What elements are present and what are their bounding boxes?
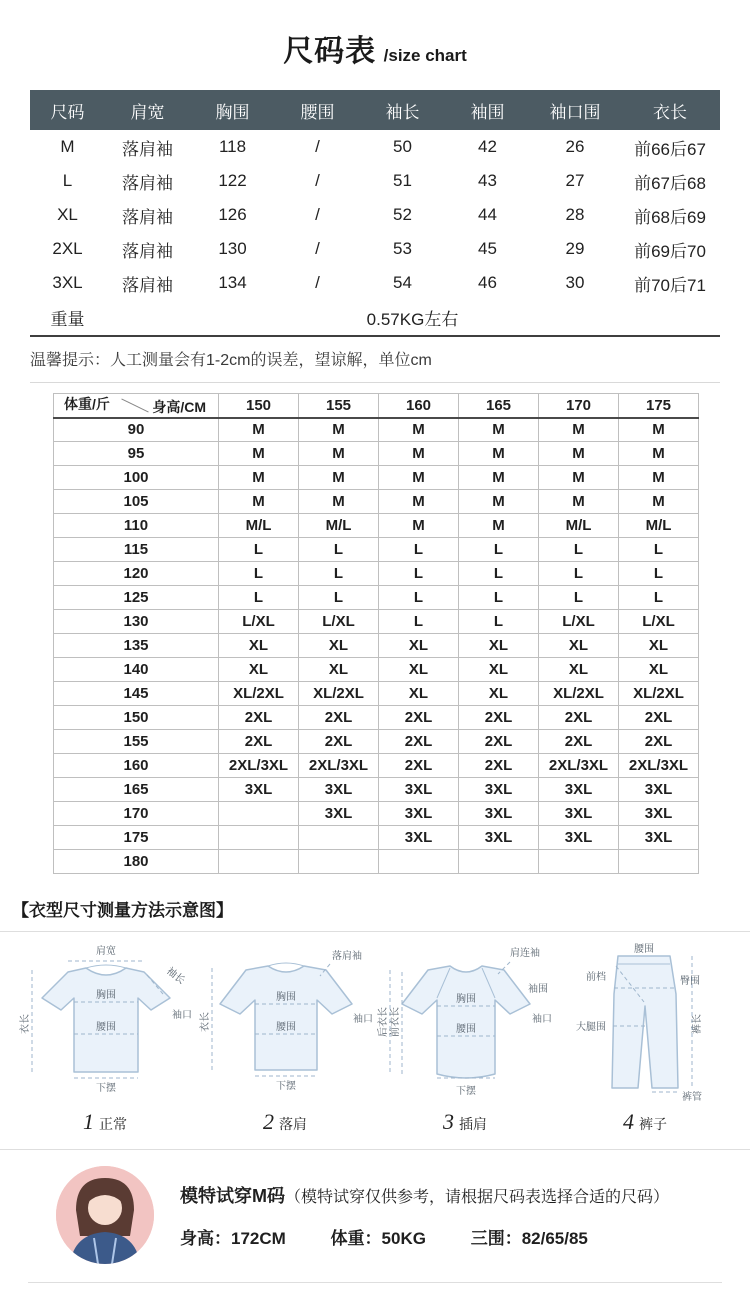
table-cell: 2XL [379, 730, 459, 754]
caption-number: 2 [263, 1109, 274, 1134]
table-cell: L/XL [539, 610, 619, 634]
drop-shoulder-illustration [196, 942, 374, 1102]
table-cell: 165 [54, 778, 219, 802]
table-row [54, 778, 699, 802]
table-cell: 3XL [619, 826, 699, 850]
table-cell: 3XL [539, 802, 619, 826]
table-cell: 2XL [379, 754, 459, 778]
table-cell: 2XL [379, 706, 459, 730]
table-row [54, 514, 699, 538]
table-cell: M [459, 442, 539, 466]
table-cell: 前70后71 [634, 275, 706, 295]
height-col-165: 165 [459, 394, 539, 418]
col-header-cuff: 袖口围 [530, 90, 620, 130]
table-row [30, 266, 720, 300]
caption-name: 裤子 [639, 1116, 667, 1132]
table-cell: M/L [299, 514, 379, 538]
caption-name: 插肩 [459, 1116, 487, 1132]
table-cell: 51 [393, 171, 412, 190]
table-cell: XL/2XL [219, 682, 299, 706]
label-sleeve-length: 袖长 [164, 965, 187, 987]
table-cell: 30 [565, 273, 585, 292]
table-cell: L [219, 586, 299, 610]
table-row [54, 682, 699, 706]
table-cell: XL [619, 634, 699, 658]
table-cell: 3XL [299, 778, 379, 802]
measurement-tip: 温馨提示：人工测量会有1-2cm的误差，望谅解，单位cm [30, 347, 720, 383]
table-cell: L [539, 562, 619, 586]
table-cell: M [299, 490, 379, 514]
table-cell: XL [379, 658, 459, 682]
label-pant-length: 裤长 [692, 1014, 703, 1034]
table-cell: 2XL/3XL [299, 754, 379, 778]
model-size-note: （模特试穿仅供参考，请根据尺码表选择合适的尺码） [285, 1188, 670, 1206]
table-cell: M [299, 466, 379, 490]
table-cell: M [379, 442, 459, 466]
table-cell: XL [219, 658, 299, 682]
table-cell: L [299, 562, 379, 586]
caption-number: 1 [83, 1109, 94, 1134]
table-cell: XL [379, 682, 459, 706]
table-cell: / [315, 273, 320, 292]
table-cell: XL [299, 658, 379, 682]
table-cell: M [379, 490, 459, 514]
table-cell: 175 [54, 826, 219, 850]
col-header-length: 衣长 [620, 90, 720, 130]
corner-header [54, 394, 219, 418]
table-row [54, 538, 699, 562]
table-cell: M [219, 442, 299, 466]
corner-diagonal-line [121, 398, 148, 412]
table-cell: M [539, 418, 619, 442]
table-cell: 46 [478, 273, 497, 292]
table-cell [299, 850, 379, 874]
table-row [54, 394, 699, 418]
caption-name: 正常 [99, 1116, 127, 1132]
table-cell: 3XL [299, 802, 379, 826]
height-col-160: 160 [379, 394, 459, 418]
table-cell: 130 [54, 610, 219, 634]
table-cell: XL [619, 658, 699, 682]
label-back-length: 后衣长 [378, 1007, 389, 1037]
table-cell: 3XL [379, 802, 459, 826]
table-cell: 125 [54, 586, 219, 610]
table-cell [299, 826, 379, 850]
table-cell: L [219, 562, 299, 586]
label-bust: 胸围 [276, 992, 296, 1003]
table-row [54, 730, 699, 754]
table-row [54, 850, 699, 874]
table-row [54, 802, 699, 826]
table-cell: L/XL [219, 610, 299, 634]
table-cell: XL [379, 634, 459, 658]
table-cell: M [219, 418, 299, 442]
table-cell: 3XL [379, 826, 459, 850]
table-cell [379, 850, 459, 874]
table-cell: XL [539, 658, 619, 682]
table-cell: 前67后68 [634, 173, 706, 193]
footer-padding [0, 1283, 750, 1299]
table-cell: M [539, 442, 619, 466]
caption-number: 4 [623, 1109, 634, 1134]
table-cell: L [539, 538, 619, 562]
table-cell: M [619, 466, 699, 490]
label-sleeve-girth: 袖围 [528, 984, 548, 995]
model-avatar-illustration [56, 1166, 154, 1264]
table-cell: 120 [54, 562, 219, 586]
label-bust: 胸围 [456, 994, 476, 1005]
table-cell: XL/2XL [619, 682, 699, 706]
table-cell: 52 [393, 205, 412, 224]
table-row [54, 826, 699, 850]
table-row [54, 586, 699, 610]
table-cell: XL [299, 634, 379, 658]
table-cell: 2XL [299, 706, 379, 730]
table-cell: 134 [218, 273, 247, 292]
table-cell: 3XL [619, 802, 699, 826]
diagram-pants [556, 942, 734, 1135]
table-cell: 43 [478, 171, 497, 190]
weight-row [30, 300, 720, 336]
table-cell: L [459, 538, 539, 562]
table-cell: 落肩袖 [122, 207, 173, 227]
diagram-normal [16, 942, 194, 1135]
table-cell: 135 [54, 634, 219, 658]
table-row [30, 198, 720, 232]
label-front-length: 前衣长 [390, 1007, 401, 1037]
table-cell: 3XL [379, 778, 459, 802]
table-cell: 2XL [539, 730, 619, 754]
table-cell: 2XL/3XL [619, 754, 699, 778]
label-hem: 下摆 [276, 1081, 296, 1092]
table-cell: / [315, 137, 320, 156]
table-cell: M [459, 514, 539, 538]
table-cell: 2XL [459, 730, 539, 754]
table-row [54, 754, 699, 778]
table-cell: 42 [478, 137, 497, 156]
table-cell: 140 [54, 658, 219, 682]
table-cell: M [219, 490, 299, 514]
table-cell: L [459, 610, 539, 634]
model-tryon-section [56, 1150, 694, 1282]
label-waist: 腰围 [634, 944, 654, 955]
model-photo [56, 1166, 154, 1264]
table-cell: XL [459, 634, 539, 658]
label-leg-opening: 裤管 [682, 1092, 702, 1102]
table-cell: L [379, 538, 459, 562]
table-cell: 150 [54, 706, 219, 730]
table-cell: 180 [54, 850, 219, 874]
label-garment-length: 衣长 [20, 1014, 31, 1034]
table-cell: 落肩袖 [122, 241, 173, 261]
label-garment-length: 衣长 [200, 1012, 211, 1032]
measure-diagrams [0, 932, 750, 1139]
label-hem: 下摆 [96, 1083, 116, 1094]
table-row [30, 164, 720, 198]
weight-value: 0.57KG左右 [366, 310, 459, 329]
label-cuff: 袖口 [532, 1014, 552, 1025]
height-col-150: 150 [219, 394, 299, 418]
table-cell: L/XL [299, 610, 379, 634]
table-cell: M [459, 418, 539, 442]
table-cell: 前69后70 [634, 241, 706, 261]
table-cell: 3XL [539, 778, 619, 802]
table-cell: / [315, 171, 320, 190]
table-cell: 122 [218, 171, 247, 190]
table-cell: L [619, 538, 699, 562]
table-cell: M [299, 442, 379, 466]
label-drop-sleeve: 落肩袖 [332, 951, 362, 962]
table-cell: M/L [219, 514, 299, 538]
model-stats [180, 1224, 694, 1249]
size-table [30, 90, 720, 337]
table-cell: XL [219, 634, 299, 658]
table-cell: XL/2XL [539, 682, 619, 706]
page-title [0, 0, 750, 90]
diagram-caption [556, 1109, 734, 1135]
table-cell: / [315, 239, 320, 258]
table-cell: 95 [54, 442, 219, 466]
measure-section-title: 【衣型尺寸测量方法示意图】 [12, 901, 233, 920]
table-cell: 28 [565, 205, 585, 224]
table-cell: 3XL [459, 778, 539, 802]
table-cell [539, 850, 619, 874]
table-cell: 3XL [459, 802, 539, 826]
table-cell: 2XL [219, 706, 299, 730]
label-thigh: 大腿围 [576, 1022, 606, 1033]
table-cell: 45 [478, 239, 497, 258]
table-cell: 落肩袖 [122, 275, 173, 295]
size-table-body [30, 130, 720, 300]
diagram-caption [376, 1109, 554, 1135]
col-header-shoulder: 肩宽 [105, 90, 190, 130]
model-info [180, 1182, 694, 1249]
caption-number: 3 [443, 1109, 454, 1134]
table-cell: L [459, 586, 539, 610]
table-cell: M [459, 466, 539, 490]
table-cell: M [379, 514, 459, 538]
table-row [54, 610, 699, 634]
pants-illustration [556, 942, 734, 1102]
table-cell: M [619, 490, 699, 514]
model-height: 身高：172CM [180, 1228, 286, 1248]
table-row [54, 442, 699, 466]
table-cell [219, 802, 299, 826]
table-cell: 2XL/3XL [539, 754, 619, 778]
table-cell: 145 [54, 682, 219, 706]
table-cell: 3XL [619, 778, 699, 802]
table-cell: M [619, 418, 699, 442]
col-header-waist: 腰围 [275, 90, 360, 130]
table-cell: 170 [54, 802, 219, 826]
table-cell: L [619, 562, 699, 586]
col-header-size: 尺码 [30, 90, 105, 130]
table-cell: 3XL [52, 273, 83, 292]
table-cell: M [379, 418, 459, 442]
table-row [30, 130, 720, 164]
recommend-table-body [54, 418, 699, 874]
table-cell: M [619, 442, 699, 466]
table-cell: L/XL [619, 610, 699, 634]
table-cell: L [299, 586, 379, 610]
table-cell: 2XL [299, 730, 379, 754]
table-cell: XL [57, 205, 78, 224]
table-cell: 前66后67 [634, 139, 706, 159]
table-cell: L [619, 586, 699, 610]
model-measurements: 三围：82/65/85 [470, 1228, 588, 1248]
table-cell: L [459, 562, 539, 586]
size-table-header [30, 90, 720, 130]
table-cell: 50 [393, 137, 412, 156]
table-cell: L [62, 171, 73, 190]
table-cell: 54 [393, 273, 412, 292]
table-cell: 27 [565, 171, 585, 190]
label-waist: 腰围 [276, 1022, 296, 1033]
table-row [54, 658, 699, 682]
caption-name: 落肩 [279, 1116, 307, 1132]
table-cell: 2XL [52, 239, 83, 258]
table-cell: 44 [478, 205, 497, 224]
model-size-label: 模特试穿M码 [180, 1185, 285, 1206]
table-cell: L [299, 538, 379, 562]
table-cell: 3XL [539, 826, 619, 850]
table-row [54, 418, 699, 442]
table-cell: M [60, 137, 75, 156]
table-cell: M/L [619, 514, 699, 538]
diagram-caption [196, 1109, 374, 1135]
table-cell: XL [459, 682, 539, 706]
table-row [54, 562, 699, 586]
table-cell: 2XL/3XL [219, 754, 299, 778]
diagram-caption [16, 1109, 194, 1135]
table-cell: XL [459, 658, 539, 682]
table-cell: 26 [565, 137, 585, 156]
table-cell: 2XL [459, 754, 539, 778]
weight-axis-label: 体重/斤 [64, 395, 110, 412]
height-axis-label: 身高/CM [152, 399, 206, 415]
diagram-raglan [376, 942, 554, 1135]
table-cell [219, 850, 299, 874]
label-waist: 腰围 [96, 1022, 116, 1033]
table-cell: 2XL [459, 706, 539, 730]
height-col-175: 175 [619, 394, 699, 418]
label-waist: 腰围 [456, 1024, 476, 1035]
table-cell: XL [539, 634, 619, 658]
table-cell: 2XL [619, 730, 699, 754]
table-cell: 3XL [219, 778, 299, 802]
table-cell: 3XL [459, 826, 539, 850]
table-cell: 落肩袖 [122, 139, 173, 159]
table-cell: M [219, 466, 299, 490]
table-cell: 2XL [539, 706, 619, 730]
table-cell: M [459, 490, 539, 514]
table-cell: M/L [539, 514, 619, 538]
table-cell: L [379, 586, 459, 610]
table-cell: M [539, 490, 619, 514]
table-row [30, 90, 720, 130]
table-cell: 155 [54, 730, 219, 754]
table-row [54, 634, 699, 658]
table-cell: 115 [54, 538, 219, 562]
raglan-illustration [376, 942, 554, 1102]
page-title-en: /size chart [383, 46, 467, 65]
table-cell: M [299, 418, 379, 442]
table-row [30, 232, 720, 266]
page-title-cn: 尺码表 [283, 35, 377, 68]
table-cell: 118 [218, 137, 247, 156]
table-cell: 105 [54, 490, 219, 514]
recommend-table-header [54, 394, 699, 418]
table-cell: / [315, 205, 320, 224]
label-bust: 胸围 [96, 990, 116, 1001]
table-cell: L [219, 538, 299, 562]
table-row [54, 490, 699, 514]
table-cell: 落肩袖 [122, 173, 173, 193]
label-shoulder-width: 肩宽 [96, 946, 116, 957]
table-cell: 100 [54, 466, 219, 490]
table-row [54, 706, 699, 730]
table-cell: 90 [54, 418, 219, 442]
recommend-table [53, 393, 699, 874]
table-cell: 前68后69 [634, 207, 706, 227]
weight-label: 重量 [50, 310, 85, 329]
table-cell: 110 [54, 514, 219, 538]
diagram-drop-shoulder [196, 942, 374, 1135]
col-header-sleeve-length: 袖长 [360, 90, 445, 130]
table-cell: L [539, 586, 619, 610]
table-cell: 29 [565, 239, 585, 258]
table-cell [219, 826, 299, 850]
label-front-rise: 前档 [586, 972, 606, 983]
normal-shirt-illustration [16, 942, 194, 1102]
table-row [54, 466, 699, 490]
table-cell: 130 [218, 239, 247, 258]
label-cuff: 袖口 [353, 1014, 373, 1025]
label-raglan-sleeve: 肩连袖 [510, 948, 540, 959]
label-hip: 臀围 [680, 976, 700, 987]
table-cell [619, 850, 699, 874]
table-cell: M [379, 466, 459, 490]
table-cell: L [379, 562, 459, 586]
height-col-155: 155 [299, 394, 379, 418]
table-cell: XL/2XL [299, 682, 379, 706]
col-header-bust: 胸围 [190, 90, 275, 130]
table-cell: 160 [54, 754, 219, 778]
fit-line [180, 1182, 694, 1208]
table-cell: 2XL [219, 730, 299, 754]
table-cell [459, 850, 539, 874]
table-cell: L [379, 610, 459, 634]
model-weight: 体重：50KG [330, 1228, 426, 1248]
table-cell: 126 [218, 205, 247, 224]
label-cuff: 袖口 [172, 1010, 192, 1021]
table-cell: M [539, 466, 619, 490]
height-col-170: 170 [539, 394, 619, 418]
label-hem: 下摆 [456, 1086, 476, 1097]
col-header-sleeve-girth: 袖围 [445, 90, 530, 130]
table-cell: 2XL [619, 706, 699, 730]
table-cell: 53 [393, 239, 412, 258]
